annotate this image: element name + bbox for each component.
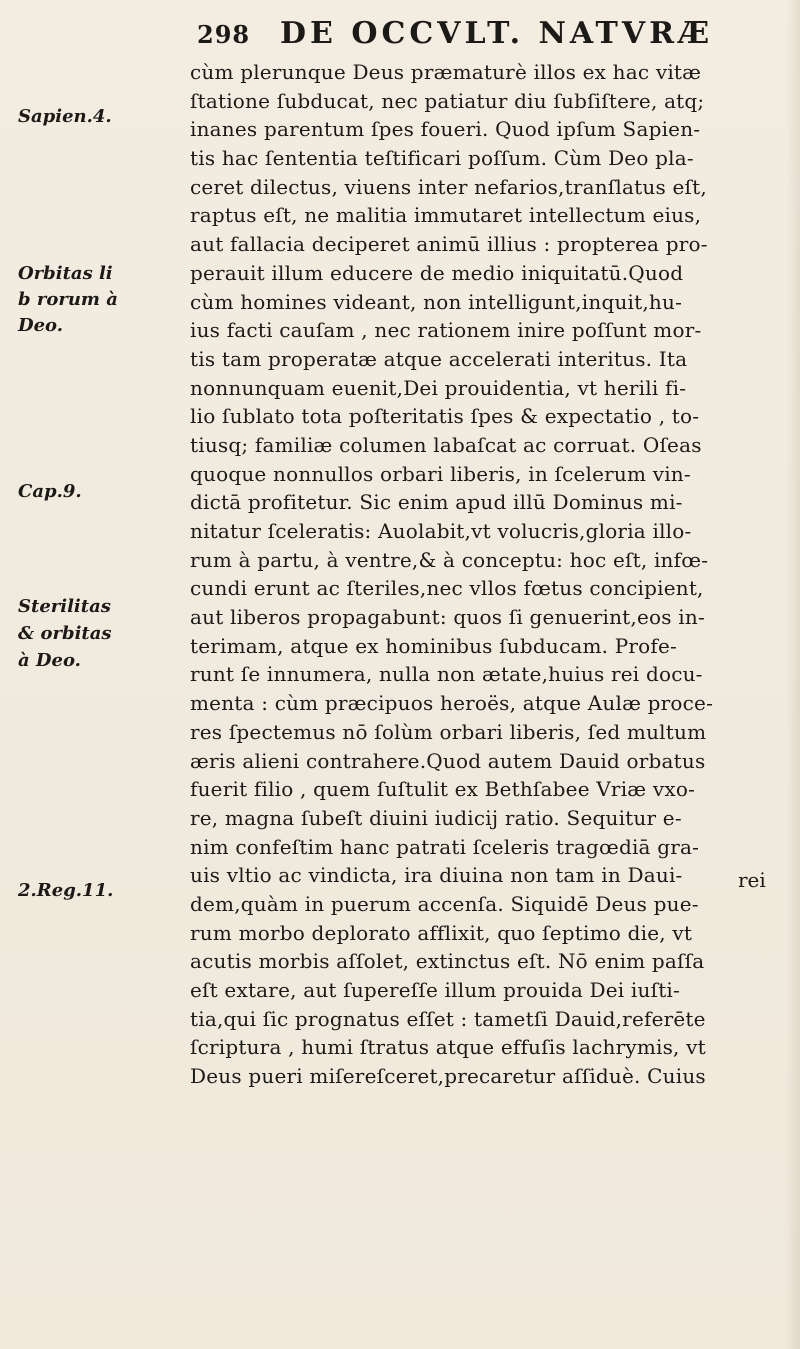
marginal-note: 2.Reg.11. [18, 880, 114, 901]
page-header [185, 10, 785, 54]
text-line: raptus eſt, ne malitia immutaret intellectum eius, [190, 203, 702, 228]
text-line: res ſpectemus nō ſolùm orbari liberis, ſed multum [190, 719, 707, 744]
text-line: aut fallacia deciperet animū illius : propterea pro- [190, 232, 708, 257]
text-line: dictā profitetur. Sic enim apud illū Dominus mi- [190, 490, 683, 515]
text-line: ſtatione ſubducat, nec patiatur diu ſubſiſtere, atq; [190, 88, 705, 113]
text-line [190, 1091, 780, 1120]
marginal-note: Deo. [18, 315, 64, 336]
text-line: aut liberos propagabunt: quos ſi genuerint,eos in- [190, 605, 705, 630]
marginal-note: Cap.9. [18, 481, 82, 502]
marginal-note: b rorum à [18, 289, 118, 310]
text-line: ſcriptura , humi ſtratus atque effuſis lachrymis, vt [190, 1035, 706, 1060]
text-line: dem,quàm in puerum accenſa. Siquidē Deus pue- [190, 891, 699, 916]
text-line: ius facti cauſam , nec rationem inire poſſunt mor- [190, 318, 702, 343]
text-line: tis hac ſententia teſtificari poſſum. Cùm Deo pla- [190, 146, 694, 171]
catchword: rei [738, 868, 766, 892]
running-head: DE OCCVLT. NATVRÆ [280, 16, 714, 51]
text-line: æris alieni contrahere.Quod autem Dauid orbatus [190, 748, 706, 773]
text-line: acutis morbis aſſolet, extinctus eſt. Nō enim paſſa [190, 949, 705, 974]
text-line: re, magna ſubeſt diuini iudicij ratio. Sequitur e- [190, 805, 682, 830]
body-text [190, 58, 780, 1119]
marginal-note: Sterilitas [18, 596, 111, 617]
marginal-notes [0, 0, 185, 1349]
page-edge-shadow [786, 0, 800, 1349]
text-line: cundi erunt ac ſteriles,nec vllos fœtus concipient, [190, 576, 704, 601]
text-line: fuerit filio , quem ſuſtulit ex Bethſabee Vriæ vxo- [190, 777, 696, 802]
text-line: menta : cùm præcipuos heroës, atque Aulæ proce- [190, 691, 714, 716]
text-line: rum à partu, à ventre,& à conceptu: hoc eſt, infœ- [190, 547, 709, 572]
text-line: quoque nonnullos orbari liberis, in ſcelerum vin- [190, 461, 691, 486]
text-line: tis tam properatæ atque accelerati interitus. Ita [190, 346, 688, 371]
text-line: perauit illum educere de medio iniquitatū.Quod [190, 260, 684, 285]
text-line: runt ſe innumera, nulla non ætate,huius rei docu- [190, 662, 703, 687]
text-line: eſt extare, aut ſupereſſe illum prouida Dei iuſti- [190, 978, 680, 1002]
text-line: terimam, atque ex hominibus ſubducam. Profe- [190, 633, 678, 658]
text-line: rum morbo deplorato afflixit, quo ſeptimo die, vt [190, 920, 693, 945]
marginal-note: Sapien.4. [18, 106, 112, 127]
marginal-note: & orbitas [18, 623, 112, 644]
text-line: Deus pueri miſereſceret,precaretur aſſiduè. Cuius [190, 1064, 706, 1089]
text-line: lio ſublato tota poſteritatis ſpes & expectatio , to- [190, 404, 700, 429]
text-line: cùm plerunque Deus præmaturè illos ex hac vitæ [190, 60, 702, 84]
text-line: nim confeſtim hanc patrati ſceleris tragœdiā gra- [190, 834, 700, 859]
text-line: uis vltio ac vindicta, ira diuina non tam in Daui- [190, 863, 683, 888]
text-line: ceret dilectus, viuens inter nefarios,tranſlatus eſt, [190, 174, 707, 199]
text-line: cùm homines videant, non intelligunt,inquit,hu- [190, 289, 683, 314]
marginal-note: à Deo. [18, 650, 81, 671]
text-line: tiusq; familiæ columen labaſcat ac corruat. Oſeas [190, 432, 702, 457]
text-line: nonnunquam euenit,Dei prouidentia, vt herili fi- [190, 375, 687, 400]
text-line: nitatur ſceleratis: Auolabit,vt volucris,gloria illo- [190, 519, 692, 543]
text-line: inanes parentum ſpes foueri. Quod ipſum Sapien- [190, 117, 701, 142]
marginal-note: Orbitas li [18, 263, 113, 284]
page-number: 298 [197, 20, 251, 49]
text-line: tia,qui ſic prognatus eſſet : tametſi Dauid,referēte [190, 1006, 706, 1031]
